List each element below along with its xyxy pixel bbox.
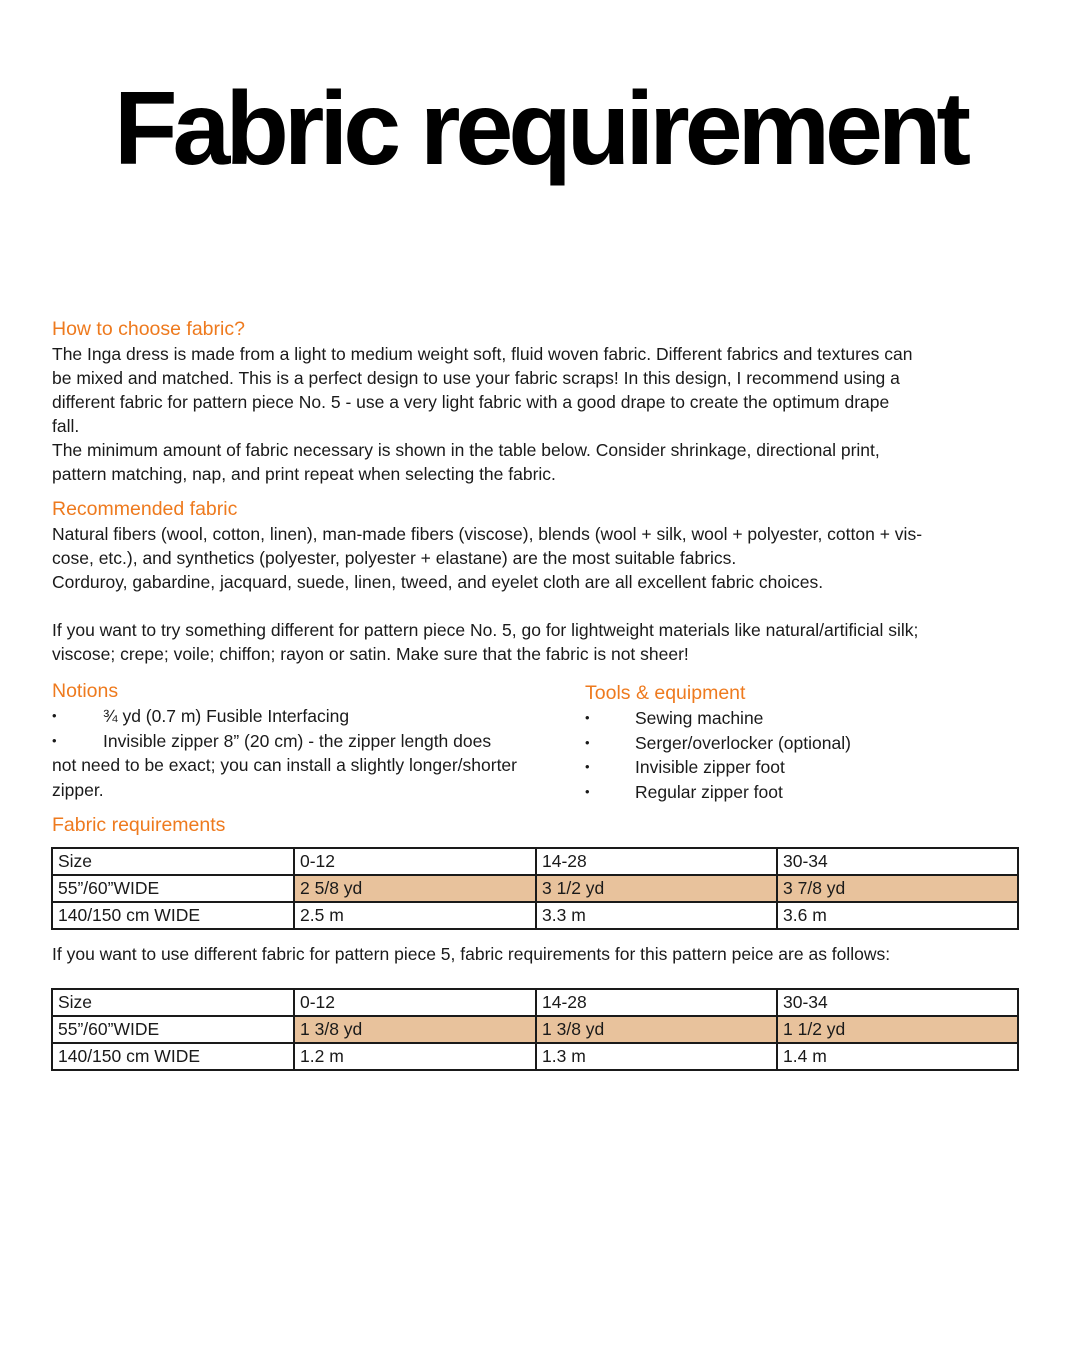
table-row bbox=[52, 875, 1018, 902]
how-to-line: The Inga dress is made from a light to medium weight soft, fluid woven fabric. Different fabrics and textures can bbox=[52, 344, 913, 364]
table-cell: 1.4 m bbox=[777, 1043, 1018, 1070]
table-cell: 30-34 bbox=[777, 989, 1018, 1016]
how-to-heading: How to choose fabric? bbox=[52, 318, 245, 340]
table-cell: 3 7/8 yd bbox=[777, 875, 1018, 902]
table-header-row bbox=[52, 848, 1018, 875]
how-to-line: be mixed and matched. This is a perfect design to use your fabric scraps! In this design, I recommend using a bbox=[52, 368, 900, 388]
tools-item: • Regular zipper foot bbox=[585, 780, 1015, 805]
table-row bbox=[52, 902, 1018, 929]
table-cell: 0-12 bbox=[294, 989, 536, 1016]
table-cell: 140/150 cm WIDE bbox=[52, 1043, 294, 1070]
table-cell: 55”/60”WIDE bbox=[52, 875, 294, 902]
table-cell: 14-28 bbox=[536, 989, 777, 1016]
notions-continuation: not need to be exact; you can install a slightly longer/shorter bbox=[52, 755, 517, 775]
table-cell: 1 3/8 yd bbox=[294, 1016, 536, 1043]
piece5-note: If you want to use different fabric for pattern piece 5, fabric requirements for this pattern peice are as follows: bbox=[52, 944, 891, 964]
page-title: Fabric requirement bbox=[113, 71, 967, 187]
table-cell: 2 5/8 yd bbox=[294, 875, 536, 902]
tools-heading: Tools & equipment bbox=[585, 682, 746, 704]
table-cell: 1 1/2 yd bbox=[777, 1016, 1018, 1043]
notions-item: • Invisible zipper 8” (20 cm) - the zipper length does bbox=[52, 729, 572, 754]
recommended-section bbox=[52, 496, 1020, 666]
how-to-line: fall. bbox=[52, 416, 80, 436]
table-cell: 1.3 m bbox=[536, 1043, 777, 1070]
table-cell: 1 3/8 yd bbox=[536, 1016, 777, 1043]
recommended-line: Natural fibers (wool, cotton, linen), man-made fibers (viscose), blends (wool + silk, wool + polyester, cotton + vis- bbox=[52, 524, 923, 544]
table-cell: 1.2 m bbox=[294, 1043, 536, 1070]
notions-item: • ¾ yd (0.7 m) Fusible Interfacing bbox=[52, 704, 572, 729]
requirements-table-main bbox=[51, 847, 1019, 930]
tools-item: • Sewing machine bbox=[585, 706, 1015, 731]
how-to-section bbox=[52, 316, 1020, 486]
notions-continuation: zipper. bbox=[52, 779, 104, 800]
table-cell: 30-34 bbox=[777, 848, 1018, 875]
table-cell: 140/150 cm WIDE bbox=[52, 902, 294, 929]
recommended-line: cose, etc.), and synthetics (polyester, polyester + elastane) are the most suitable fabrics. bbox=[52, 548, 737, 568]
recommended-alt-line: If you want to try something different for pattern piece No. 5, go for lightweight materials like natural/artificial silk; bbox=[52, 620, 919, 640]
table-cell: 3.3 m bbox=[536, 902, 777, 929]
notions-heading: Notions bbox=[52, 680, 119, 702]
recommended-heading: Recommended fabric bbox=[52, 498, 238, 520]
table-row bbox=[52, 1016, 1018, 1043]
recommended-alt-line: viscose; crepe; voile; chiffon; rayon or satin. Make sure that the fabric is not sheer! bbox=[52, 644, 689, 664]
table-cell: 3 1/2 yd bbox=[536, 875, 777, 902]
how-to-line: The minimum amount of fabric necessary is shown in the table below. Consider shrinkage, directional print, bbox=[52, 440, 880, 460]
requirements-table-main-wrap bbox=[51, 847, 1019, 930]
table-header-row bbox=[52, 989, 1018, 1016]
table-cell: 0-12 bbox=[294, 848, 536, 875]
tools-list bbox=[585, 706, 1015, 804]
table-row bbox=[52, 1043, 1018, 1070]
table-cell: 2.5 m bbox=[294, 902, 536, 929]
table-cell: 55”/60”WIDE bbox=[52, 1016, 294, 1043]
recommended-line: Corduroy, gabardine, jacquard, suede, linen, tweed, and eyelet cloth are all excellent fabric choices. bbox=[52, 572, 824, 592]
fabric-requirements-section bbox=[52, 812, 1020, 838]
notions-section bbox=[52, 678, 572, 802]
requirements-table-piece5 bbox=[51, 988, 1019, 1071]
tools-item: • Serger/overlocker (optional) bbox=[585, 731, 1015, 756]
how-to-line: different fabric for pattern piece No. 5 - use a very light fabric with a good drape to create the optimum drape bbox=[52, 392, 890, 412]
tools-section bbox=[585, 680, 1015, 804]
requirements-table-piece5-wrap bbox=[51, 988, 1019, 1071]
table-cell: Size bbox=[52, 848, 294, 875]
table-cell: Size bbox=[52, 989, 294, 1016]
notions-list bbox=[52, 704, 572, 753]
tools-item: • Invisible zipper foot bbox=[585, 755, 1015, 780]
how-to-line: pattern matching, nap, and print repeat when selecting the fabric. bbox=[52, 464, 556, 484]
table-cell: 3.6 m bbox=[777, 902, 1018, 929]
table-cell: 14-28 bbox=[536, 848, 777, 875]
fabric-requirements-heading: Fabric requirements bbox=[52, 814, 226, 836]
